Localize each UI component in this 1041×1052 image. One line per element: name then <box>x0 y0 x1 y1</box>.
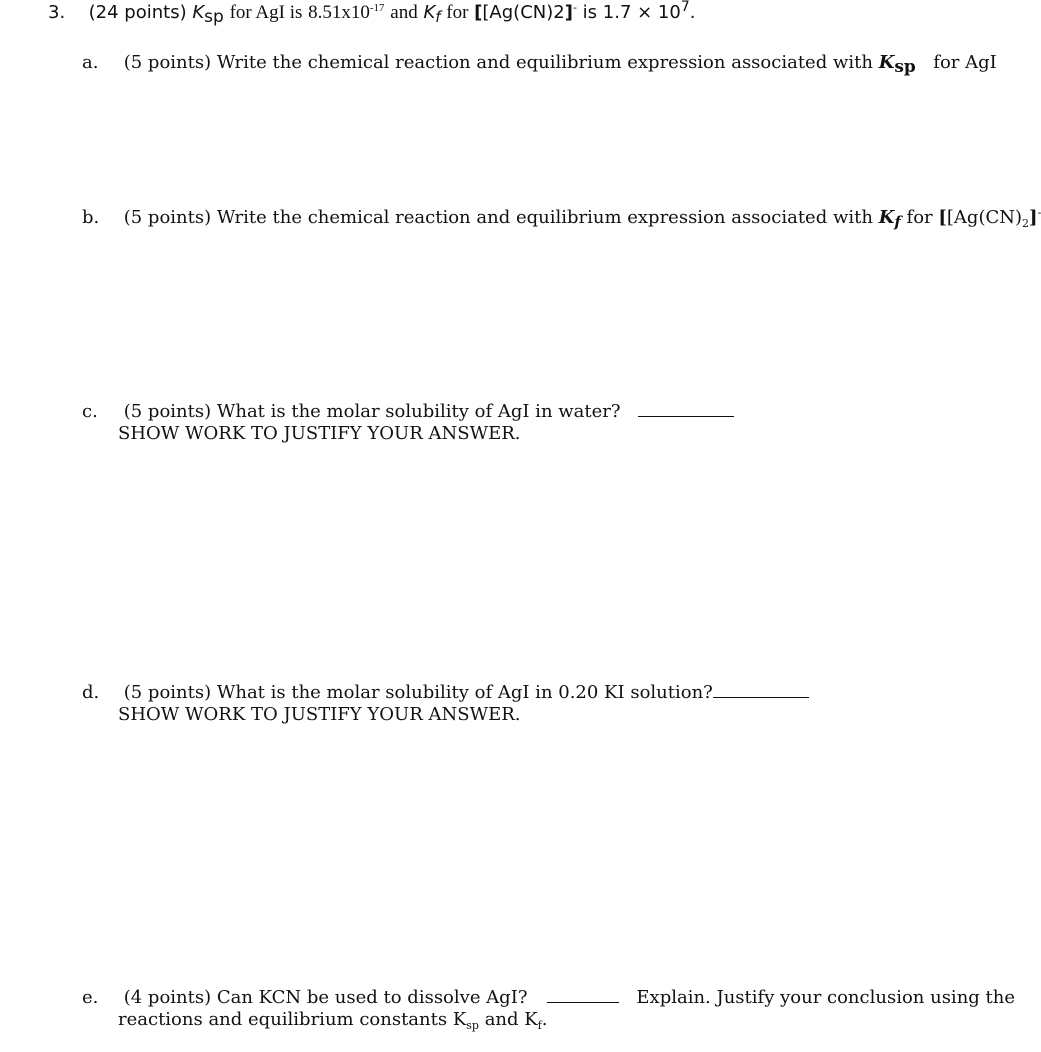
part-b-complex-formula: [$[Ag(CN)_2]^-$ <box>938 206 1041 230</box>
part-b-k-subscript: f <box>894 213 901 231</box>
question-text-4: is <box>582 2 598 23</box>
part-c-text: (5 points) What is the molar solubility of AgI in water? <box>123 401 621 422</box>
part-d-answer-blank[interactable] <box>713 681 809 698</box>
complex-formula: [[Ag(CN)2]- <box>474 1 577 23</box>
part-e-ksp-subscript: sp <box>466 1019 479 1032</box>
part-e-kf-subscript: f <box>537 1019 542 1032</box>
kf-symbol: K <box>423 2 436 23</box>
part-a-k-symbol: K <box>878 52 895 73</box>
ksp-subscript: sp <box>204 7 224 27</box>
ksp-symbol: K <box>192 2 205 23</box>
part-e-line2: reactions and equilibrium constants $K_{sp}$ and $K_f$. <box>118 1009 548 1032</box>
part-a-label: a. <box>82 52 99 73</box>
part-a-tail: for AgI <box>933 52 997 73</box>
question-points: (24 points) <box>88 2 187 23</box>
part-a-k-subscript: sp <box>894 57 916 77</box>
part-d <box>82 681 809 704</box>
part-c-answer-blank[interactable] <box>638 400 734 417</box>
question-number: 3. <box>48 2 66 23</box>
ksp-value: $8.51x10^{-17}$ <box>308 2 385 23</box>
part-e-explain: Explain. Justify your conclusion using the <box>636 987 1016 1008</box>
part-a <box>82 52 997 77</box>
kf-value: $1.7 \times 10^7$. <box>602 0 696 23</box>
part-d-instruction: SHOW WORK TO JUSTIFY YOUR ANSWER. <box>118 704 521 725</box>
question-text-1: for AgI is <box>229 2 303 23</box>
part-d-text: (5 points) What is the molar solubility of AgI in 0.20 KI solution? <box>123 682 713 703</box>
part-b <box>82 207 1041 231</box>
part-b-tail: for <box>906 207 933 228</box>
part-b-label: b. <box>82 207 100 228</box>
part-c <box>82 400 734 423</box>
kf-subscript: f <box>435 8 441 26</box>
part-d-label: d. <box>82 682 100 703</box>
part-b-k-symbol: K <box>878 207 895 228</box>
part-e-label: e. <box>82 987 99 1008</box>
question-text-2: and <box>390 2 418 23</box>
part-b-text: (5 points) Write the chemical reaction and equilibrium expression associated with <box>123 207 873 228</box>
part-e-answer-blank[interactable] <box>547 986 619 1003</box>
question-header <box>48 2 696 26</box>
part-e-text: (4 points) Can KCN be used to dissolve AgI? <box>123 987 528 1008</box>
part-e <box>82 986 1015 1009</box>
part-c-label: c. <box>82 401 98 422</box>
part-c-instruction: SHOW WORK TO JUSTIFY YOUR ANSWER. <box>118 423 521 444</box>
part-a-text: (5 points) Write the chemical reaction and equilibrium expression associated with <box>123 52 873 73</box>
question-text-3: for <box>446 2 469 23</box>
